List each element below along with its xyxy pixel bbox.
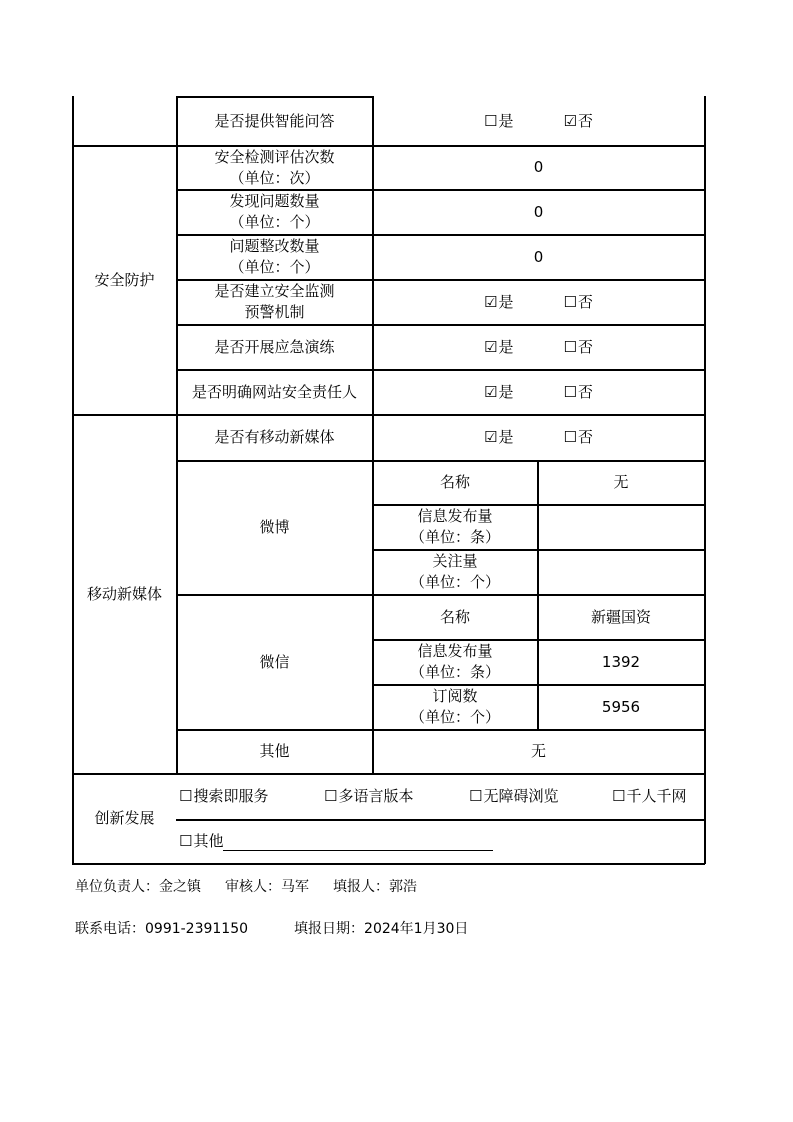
mobile-group-label: 移动新媒体 bbox=[86, 584, 162, 603]
emergency-yes-option[interactable]: ☑ 是 bbox=[484, 337, 514, 356]
fill-date: 填报日期：2024年1月30日 bbox=[294, 921, 469, 937]
smart-qa-options bbox=[373, 97, 704, 145]
innovation-option-multilingual[interactable]: ☐ 多语言版本 bbox=[324, 787, 414, 805]
innovation-option-search-service[interactable]: ☐ 搜索即服务 bbox=[179, 787, 269, 805]
footer-line-2 bbox=[75, 918, 468, 938]
weibo-posts-value bbox=[538, 505, 704, 549]
checkbox-unchecked-icon[interactable]: ☐ bbox=[484, 111, 498, 130]
innovation-other-input[interactable] bbox=[223, 832, 493, 851]
wechat-subs-value: 5956 bbox=[601, 697, 641, 716]
has-mobile-label: 是否有移动新媒体 bbox=[214, 428, 335, 446]
contact-phone: 联系电话：0991-2391150 bbox=[75, 921, 249, 937]
monitoring-label: 是否建立安全监测 预警机制 bbox=[214, 282, 335, 321]
wechat-subs-label: 订阅数 （单位：个） bbox=[409, 687, 500, 726]
innovation-other-row bbox=[177, 820, 704, 863]
responsible-options bbox=[373, 370, 704, 414]
monitoring-yes-option[interactable]: ☑ 是 bbox=[484, 292, 514, 311]
weibo-follow-value bbox=[538, 550, 704, 594]
weibo-name-label: 名称 bbox=[439, 473, 470, 491]
responsible-yes-option[interactable]: ☑ 是 bbox=[484, 382, 514, 401]
innovation-group-label: 创新发展 bbox=[94, 809, 155, 827]
checkbox-unchecked-icon[interactable]: ☐ bbox=[469, 787, 483, 805]
table-border-bottom bbox=[72, 863, 705, 865]
unit-head: 单位负责人：金之镇 bbox=[75, 879, 201, 895]
smart-qa-label: 是否提供智能问答 bbox=[214, 111, 335, 130]
smart-qa-yes-option[interactable]: ☐ 是 bbox=[484, 111, 514, 130]
checkbox-unchecked-icon[interactable]: ☐ bbox=[179, 787, 193, 805]
smart-qa-no-option[interactable]: ☑ 否 bbox=[563, 111, 593, 130]
eval-count-value: 0 bbox=[533, 158, 544, 176]
responsible-label: 是否明确网站安全责任人 bbox=[191, 382, 357, 401]
checkbox-unchecked-icon[interactable]: ☐ bbox=[179, 832, 193, 850]
has-mobile-yes-option[interactable]: ☑ 是 bbox=[484, 428, 514, 446]
footer-line-1 bbox=[75, 876, 417, 896]
checkbox-unchecked-icon[interactable]: ☐ bbox=[563, 292, 577, 311]
checkbox-checked-icon[interactable]: ☑ bbox=[484, 382, 498, 401]
wechat-label: 微信 bbox=[259, 652, 290, 671]
mobile-other-label: 其他 bbox=[259, 742, 290, 760]
innovation-option-accessibility[interactable]: ☐ 无障碍浏览 bbox=[469, 787, 559, 805]
checkbox-unchecked-icon[interactable]: ☐ bbox=[563, 382, 577, 401]
issues-fixed-label: 问题整改数量 （单位：个） bbox=[229, 237, 320, 276]
monitoring-options bbox=[373, 280, 704, 324]
checkbox-unchecked-icon[interactable]: ☐ bbox=[563, 337, 577, 356]
checkbox-checked-icon[interactable]: ☑ bbox=[484, 337, 498, 356]
responsible-no-option[interactable]: ☐ 否 bbox=[563, 382, 593, 401]
wechat-posts-label: 信息发布量 （单位：条） bbox=[409, 642, 500, 681]
emergency-label: 是否开展应急演练 bbox=[214, 337, 335, 356]
innovation-options-row bbox=[177, 774, 704, 819]
weibo-name-value: 无 bbox=[613, 473, 629, 491]
weibo-label: 微博 bbox=[259, 518, 290, 536]
innovation-option-personalized[interactable]: ☐ 千人千网 bbox=[612, 787, 687, 805]
has-mobile-options bbox=[373, 415, 704, 460]
checkbox-checked-icon[interactable]: ☑ bbox=[484, 292, 498, 311]
eval-count-label: 安全检测评估次数 （单位：次） bbox=[214, 147, 335, 187]
innovation-option-other[interactable]: ☐ 其他 bbox=[179, 831, 493, 852]
issues-found-value: 0 bbox=[533, 202, 544, 221]
weibo-posts-label: 信息发布量 （单位：条） bbox=[409, 507, 500, 546]
emergency-no-option[interactable]: ☐ 否 bbox=[563, 337, 593, 356]
checkbox-unchecked-icon[interactable]: ☐ bbox=[324, 787, 338, 805]
reviewer: 审核人：马军 bbox=[225, 879, 309, 895]
table-border-right bbox=[704, 96, 706, 864]
checkbox-unchecked-icon[interactable]: ☐ bbox=[612, 787, 626, 805]
wechat-name-label: 名称 bbox=[439, 607, 470, 626]
issues-fixed-value: 0 bbox=[533, 247, 544, 266]
checkbox-checked-icon[interactable]: ☑ bbox=[563, 111, 577, 130]
filler: 填报人：郭浩 bbox=[333, 879, 417, 895]
emergency-options bbox=[373, 325, 704, 369]
weibo-follow-label: 关注量 （单位：个） bbox=[409, 552, 500, 591]
wechat-name-value: 新疆国资 bbox=[590, 607, 651, 626]
wechat-posts-value: 1392 bbox=[601, 652, 641, 671]
monitoring-no-option[interactable]: ☐ 否 bbox=[563, 292, 593, 311]
checkbox-unchecked-icon[interactable]: ☐ bbox=[563, 428, 577, 446]
issues-found-label: 发现问题数量 （单位：个） bbox=[229, 192, 320, 231]
security-group-label: 安全防护 bbox=[94, 270, 155, 289]
mobile-other-value: 无 bbox=[530, 742, 546, 760]
checkbox-checked-icon[interactable]: ☑ bbox=[484, 428, 498, 446]
has-mobile-no-option[interactable]: ☐ 否 bbox=[563, 428, 593, 446]
